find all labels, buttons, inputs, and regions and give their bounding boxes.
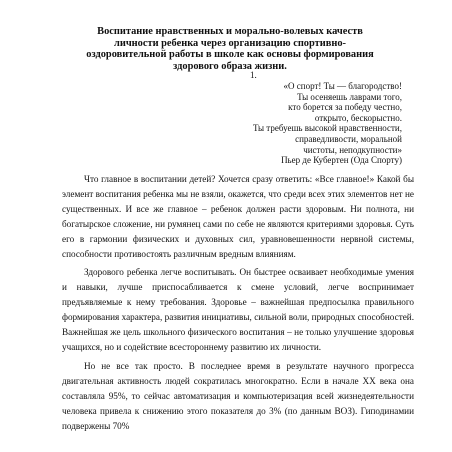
- epigraph-line: Ты требуешь высокой нравственности,: [252, 123, 402, 134]
- epigraph-line: справедливости, моральной: [295, 133, 402, 144]
- body-paragraph: Здорового ребенка легче воспитывать. Он быстрее осваивает необходимые умения и навыки, лучше приспосабливается к смене условий, легче воспринимает предъявляемые к нему требования. Здоровье – важнейшая предпосылка правильного формирования характера, развития инициативы, сильной воли, природных способностей. Важнейшая же цель школьного физического воспитания – не только улучшение здоровья учащихся, но и содействие всестороннему развитию их личности.: [62, 267, 414, 352]
- epigraph-line: «О спорт! Ты — благородство!: [283, 81, 402, 91]
- title-line: личности ребенка через организацию спортивно-: [114, 37, 346, 49]
- title-line: Воспитание нравственных и морально-волевых качеств: [97, 26, 363, 37]
- document-body: [62, 172, 414, 433]
- epigraph: [142, 81, 402, 166]
- epigraph-line: Ты осеняешь лаврами того,: [297, 91, 402, 102]
- epigraph-line: чистоты, неподкупности»: [303, 144, 402, 155]
- epigraph-line: кто борется за победу честно,: [288, 102, 402, 113]
- epigraph-line: открыто, бескорыстно.: [314, 112, 402, 123]
- title-line: здорового образа жизни.: [173, 60, 287, 72]
- page-number: 1.: [250, 70, 257, 80]
- body-paragraph: Но не все так просто. В последнее время в результате научного прогресса двигательная активность людей сократилась многократно. Если в начале XX века она составляла 95%, то сейчас автоматизация и компьютеризация всей жизнедеятельности человека привела к снижению этого показателя до 3% (по данным ВОЗ). Гиподинамии подвержены 70%: [62, 360, 414, 431]
- epigraph-attribution: Пьер де Кубертен (Ода Спорту): [281, 155, 402, 166]
- document-title: [60, 26, 400, 72]
- body-paragraph: Что главное в воспитании детей? Хочется сразу ответить: «Все главное!» Какой бы элемент воспитания ребенка мы не взяли, окажется, что среди всех этих элементов нет не существенных. И все же главное – ребенок должен расти здоровым. Ни полнота, ни богатырское сложение, ни румянец сами по себе не являются критериями здоровья. Суть его в гармонии физических и духовных сил, уравновешенности нервной системы, способности противостоять различным вредным влияниям.: [62, 174, 414, 259]
- title-line: оздоровительной работы в школе как основы формирования: [86, 49, 374, 61]
